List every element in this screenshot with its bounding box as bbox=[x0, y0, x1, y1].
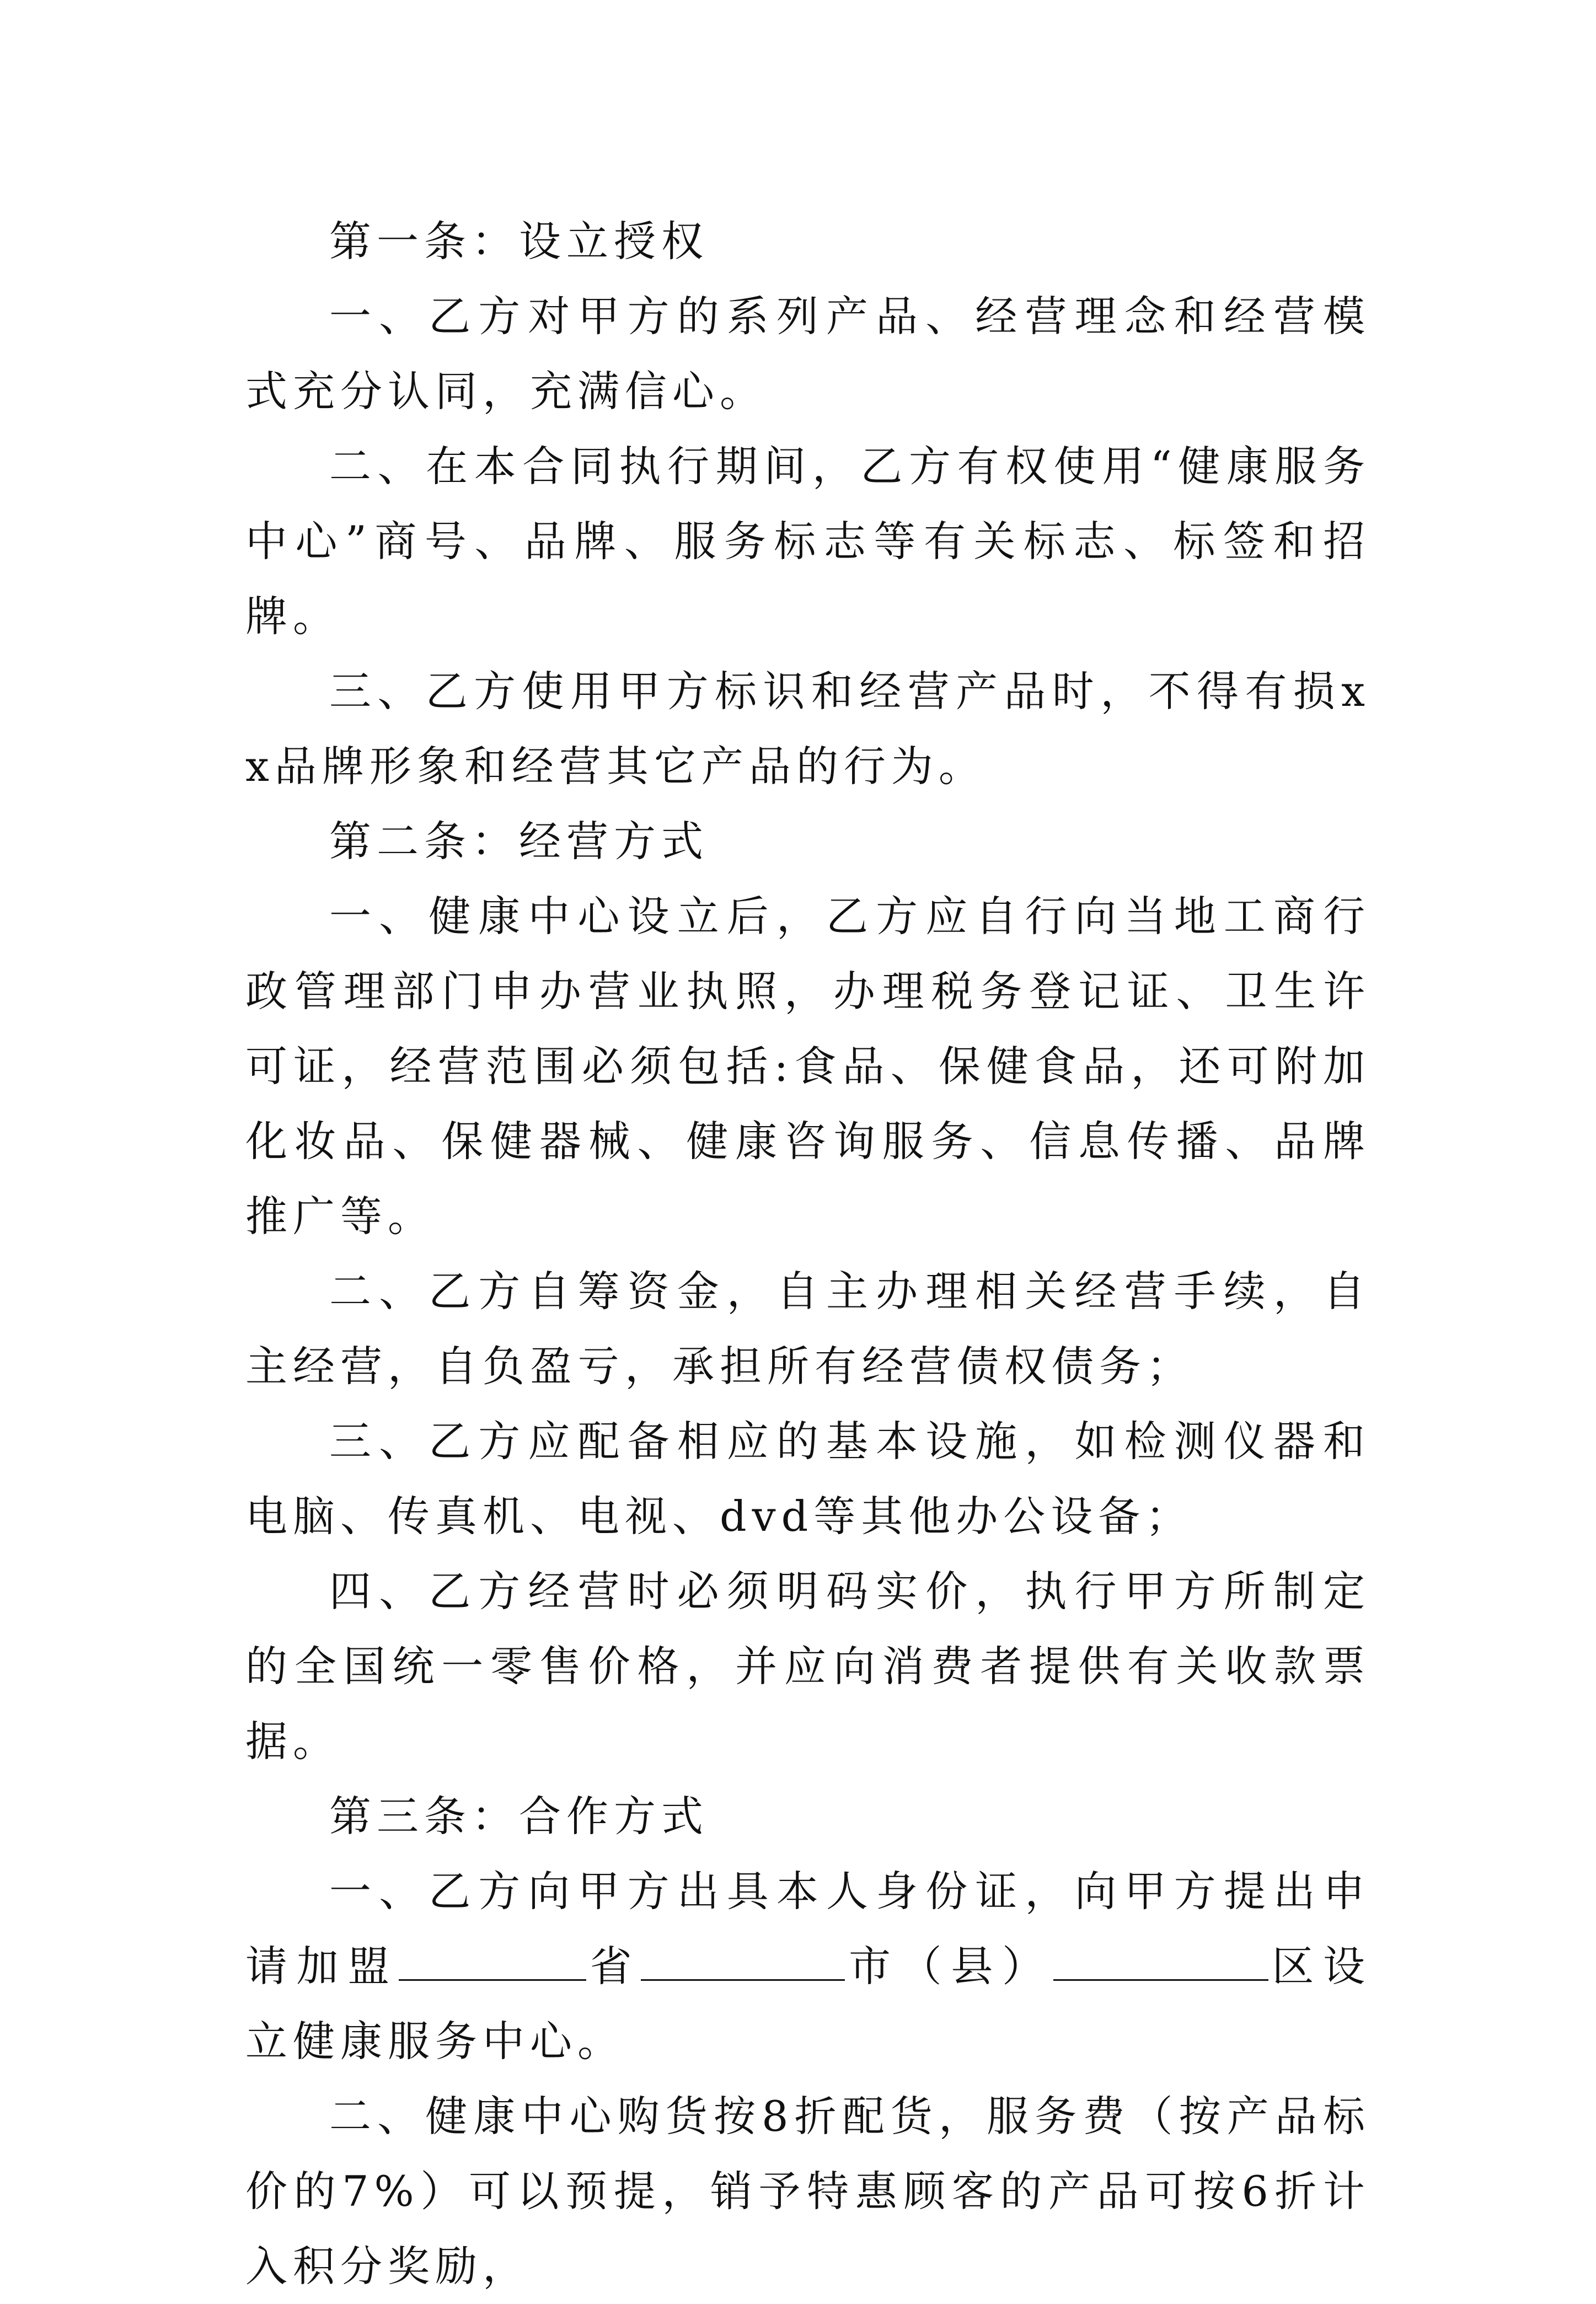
clause-2-heading: 第二条：经营方式 bbox=[329, 817, 709, 866]
clause-2-item-4: 四、乙方经营时必须明码实价，执行甲方所制定的全国统一零售价格，并应向消费者提供有关收款票据。 bbox=[245, 1567, 1370, 1766]
city-label: 市（县） bbox=[845, 1942, 1053, 1991]
clause-3-item-2: 二、健康中心购货按8折配货，服务费（按产品标价的7%）可以预提，销予特惠顾客的产品可按6折计入积分奖励， bbox=[245, 2092, 1370, 2291]
clause-1-item-3: 三、乙方使用甲方标识和经营产品时，不得有损xx品牌形象和经营其它产品的行为。 bbox=[245, 667, 1370, 791]
clause-1-item-1: 一、乙方对甲方的系列产品、经营理念和经营模式充分认同，充满信心。 bbox=[245, 292, 1370, 416]
city-blank-line bbox=[641, 1941, 845, 1981]
clause-2-item-2: 二、乙方自筹资金，自主办理相关经营手续，自主经营，自负盈亏，承担所有经营债权债务； bbox=[245, 1267, 1370, 1391]
clause-2-item-1: 一、健康中心设立后，乙方应自行向当地工商行政管理部门申办营业执照，办理税务登记证、卫生许可证，经营范围必须包括:食品、保健食品，还可附加化妆品、保健器械、健康咨询服务、信息传播、品牌推广等。 bbox=[245, 892, 1370, 1241]
clause-1-item-2: 二、在本合同执行期间，乙方有权使用“健康服务中心”商号、品牌、服务标志等有关标志、标签和招牌。 bbox=[245, 442, 1370, 641]
clause-2-item-3: 三、乙方应配备相应的基本设施，如检测仪器和电脑、传真机、电视、dvd等其他办公设备； bbox=[245, 1417, 1370, 1541]
clause-3-item-1 bbox=[245, 1854, 1370, 2079]
clause-3-heading: 第三条：合作方式 bbox=[329, 1792, 709, 1841]
document-body bbox=[245, 204, 1370, 2304]
province-label: 省 bbox=[586, 1942, 641, 1991]
clause-3-item-1-intro: 一、乙方向甲方出具本人身份证，向甲方提出申请加盟 bbox=[245, 1867, 1370, 1991]
province-blank-line bbox=[399, 1941, 586, 1981]
district-blank-line bbox=[1053, 1941, 1268, 1981]
clause-1-heading: 第一条：设立授权 bbox=[329, 217, 709, 266]
district-suffix: 区设立健康服务中心。 bbox=[245, 1942, 1371, 2066]
